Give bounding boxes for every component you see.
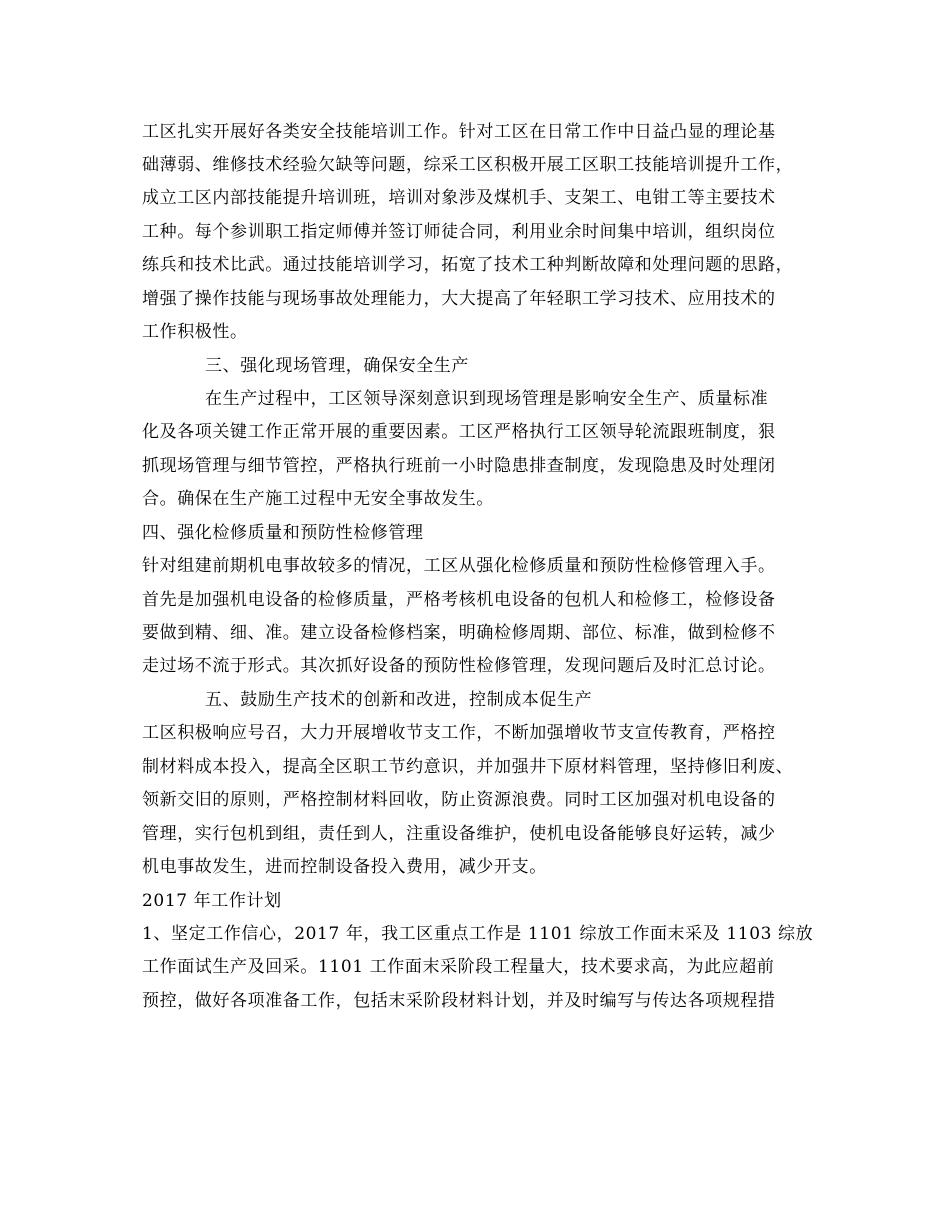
body-text-line: 要做到精、细、准。建立设备检修档案，明确检修周期、部位、标准，做到检修不	[142, 623, 776, 643]
body-text-line: 练兵和技术比武。通过技能培训学习，拓宽了技术工种判断故障和处理问题的思路，	[142, 255, 794, 275]
body-text-line: 合。确保在生产施工过程中无安全事故发生。	[142, 489, 494, 509]
body-text-line: 工区积极响应号召，大力开展增收节支工作，不断加强增收节支宣传教育，严格控	[142, 723, 776, 743]
body-text-line: 首先是加强机电设备的检修质量，严格考核机电设备的包机人和检修工，检修设备	[142, 590, 776, 610]
section-heading: 2017 年工作计划	[142, 891, 282, 911]
section-heading: 四、强化检修质量和预防性检修管理	[142, 523, 424, 543]
body-text-line: 化及各项关键工作正常开展的重要因素。工区严格执行工区领导轮流跟班制度，狠	[142, 422, 776, 442]
body-text-line: 在生产过程中，工区领导深刻意识到现场管理是影响安全生产、质量标准	[205, 389, 769, 409]
body-text-line: 成立工区内部技能提升培训班，培训对象涉及煤机手、支架工、电钳工等主要技术	[142, 188, 776, 208]
body-text-line: 增强了操作技能与现场事故处理能力，大大提高了年轻职工学习技术、应用技术的	[142, 289, 776, 309]
body-text-line: 工种。每个参训职工指定师傅并签订师徒合同，利用业余时间集中培训，组织岗位	[142, 222, 776, 242]
body-text-line: 走过场不流于形式。其次抓好设备的预防性检修管理，发现问题后及时汇总讨论。	[142, 656, 776, 676]
body-text-line: 制材料成本投入，提高全区职工节约意识，并加强井下原材料管理，坚持修旧利废、	[142, 757, 794, 777]
section-heading: 三、强化现场管理，确保安全生产	[205, 356, 469, 376]
body-text-line: 础薄弱、维修技术经验欠缺等问题，综采工区积极开展工区职工技能培训提升工作，	[142, 155, 794, 175]
body-text-line: 工区扎实开展好各类安全技能培训工作。针对工区在日常工作中日益凸显的理论基	[142, 122, 776, 142]
body-text-line: 管理，实行包机到组，责任到人，注重设备维护，使机电设备能够良好运转，减少	[142, 824, 776, 844]
body-text-line: 工作积极性。	[142, 322, 248, 342]
body-text-line: 预控，做好各项准备工作，包括末采阶段材料计划，并及时编写与传达各项规程措	[142, 991, 776, 1011]
body-text-line: 1、坚定工作信心，2017 年，我工区重点工作是 1101 综放工作面末采及 1103 综放	[142, 924, 814, 944]
body-text-line: 抓现场管理与细节管控，严格执行班前一小时隐患排查制度，发现隐患及时处理闭	[142, 456, 776, 476]
body-text-line: 机电事故发生，进而控制设备投入费用，减少开支。	[142, 857, 547, 877]
body-text-line: 针对组建前期机电事故较多的情况，工区从强化检修质量和预防性检修管理入手。	[142, 556, 776, 576]
section-heading: 五、鼓励生产技术的创新和改进，控制成本促生产	[205, 690, 593, 710]
body-text-line: 领新交旧的原则，严格控制材料回收，防止资源浪费。同时工区加强对机电设备的	[142, 790, 776, 810]
body-text-line: 工作面试生产及回采。1101 工作面末采阶段工程量大，技术要求高，为此应超前	[142, 957, 775, 977]
